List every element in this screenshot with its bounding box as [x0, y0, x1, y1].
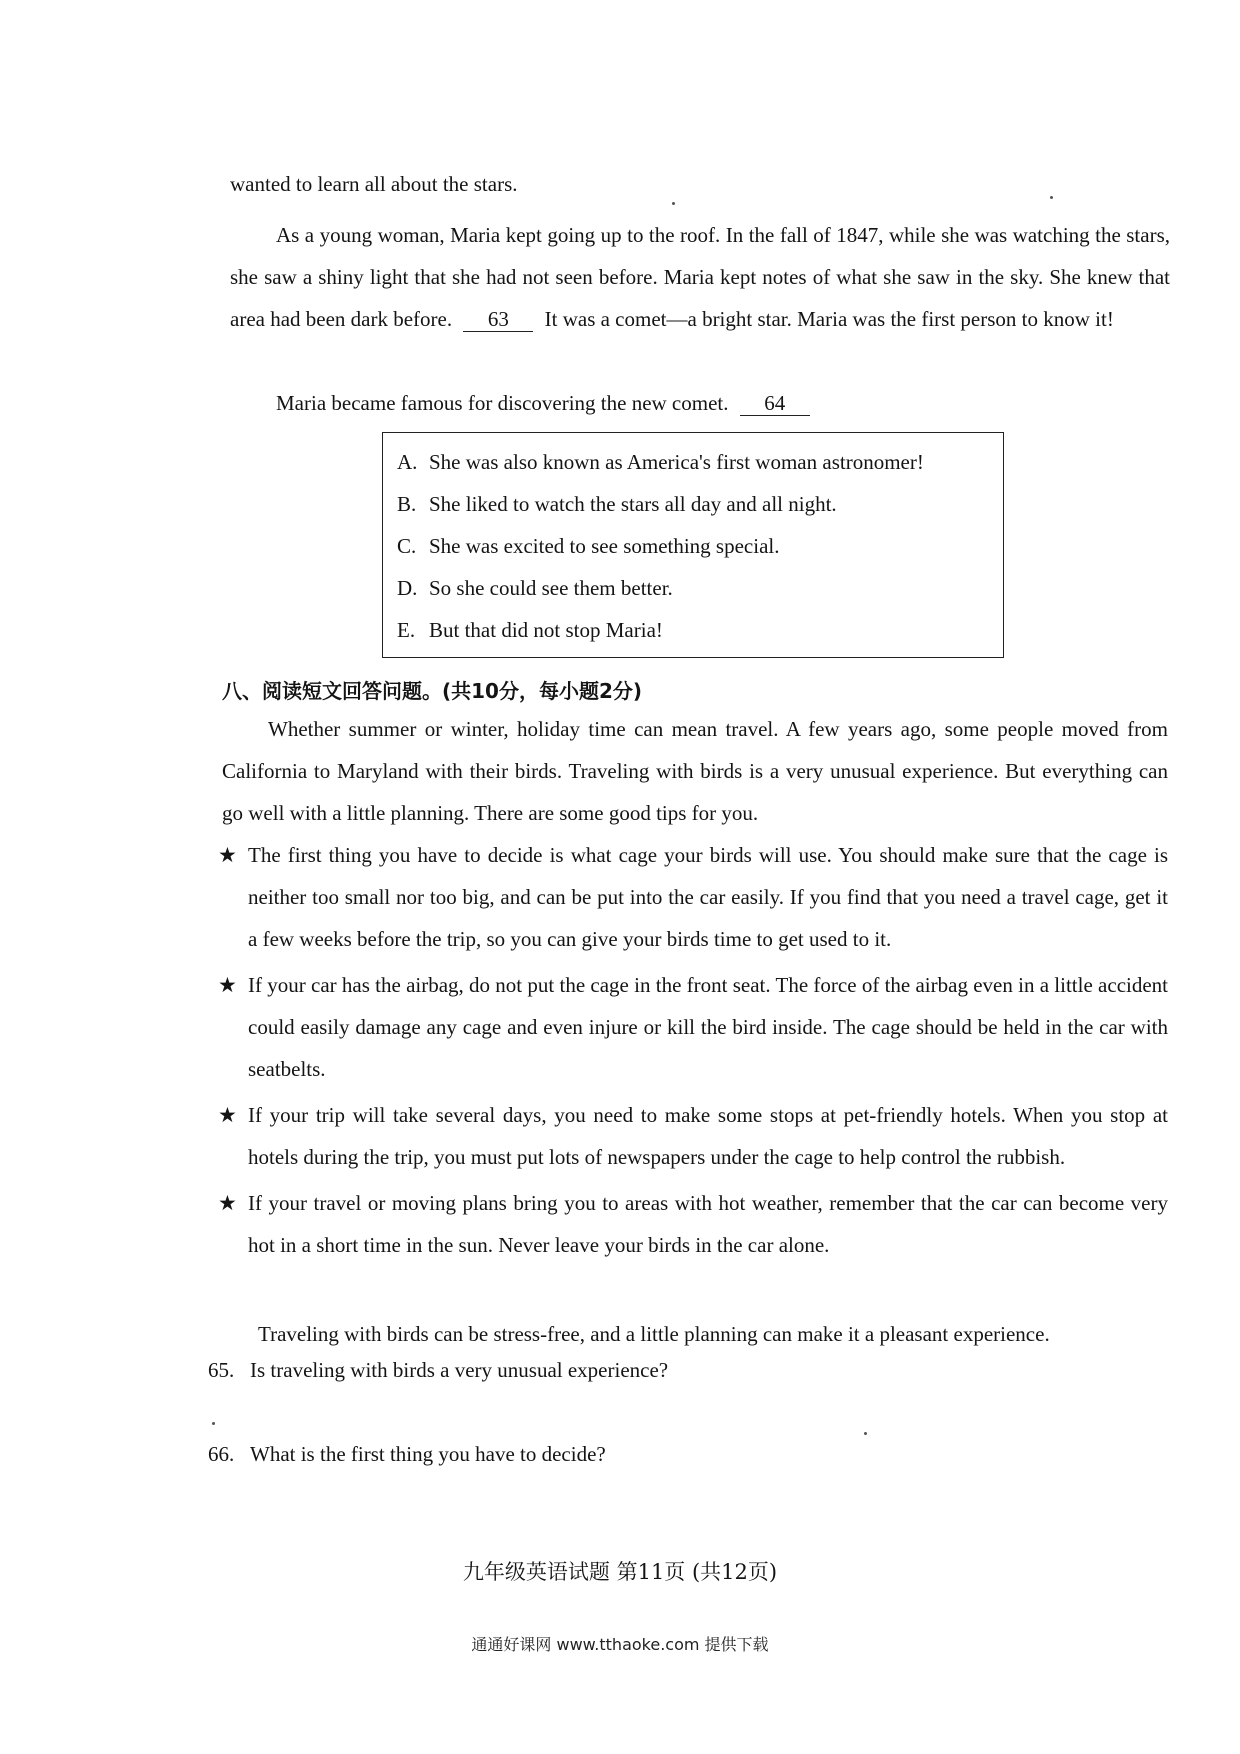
scan-speck [1050, 196, 1053, 199]
tip-item [218, 1094, 1168, 1178]
tip-text: If your travel or moving plans bring you to areas with hot weather, remember that the car can become very hot in a short time in the sun. Never leave your birds in the car alone. [248, 1191, 1168, 1257]
scan-speck [672, 202, 675, 205]
watermark-text: 通通好课网 www.tthaoke.com 提供下载 [471, 1635, 769, 1654]
tip-text: If your car has the airbag, do not put the cage in the front seat. The force of the airbag even in a little accident could easily damage any cage and even injure or kill the bird inside. The cage should be held in the car with seatbelts. [248, 973, 1168, 1081]
option-b [397, 483, 989, 525]
star-icon: ★ [218, 1103, 237, 1127]
blank-63[interactable]: 63 [463, 307, 533, 332]
paragraph-1-text: As a young woman, Maria kept going up to the roof. In the fall of 1847, while she was watching the stars, she saw a shiny light that she had not seen before. Maria kept notes of what she saw in the sky. She knew that area had been dark before. [230, 223, 1170, 331]
star-icon: ★ [218, 973, 237, 997]
option-c [397, 525, 989, 567]
question-number: 66. [208, 1442, 235, 1466]
section-8-title: 八、阅读短文回答问题。(共10分，每小题2分) [222, 679, 643, 703]
tip-item [218, 964, 1168, 1090]
tip-item [218, 1182, 1168, 1266]
reading-intro-text: Whether summer or winter, holiday time can mean travel. A few years ago, some people moved from California to Maryland with their birds. Traveling with birds is a very unusual experience. But everything can go well with a little planning. There are some good tips for you. [222, 717, 1168, 825]
question-text: Is traveling with birds a very unusual experience? [250, 1358, 669, 1382]
question-text: What is the first thing you have to decide? [250, 1442, 606, 1466]
tips-list [218, 834, 1168, 1270]
option-letter: D. [397, 576, 418, 600]
option-letter: E. [397, 618, 416, 642]
option-text: She liked to watch the stars all day and all night. [429, 492, 837, 516]
paragraph-2-text: Maria became famous for discovering the new comet. [276, 391, 729, 415]
tip-item [218, 834, 1168, 960]
option-text: So she could see them better. [429, 576, 673, 600]
option-text: She was also known as America's first woman astronomer! [429, 450, 924, 474]
reading-closing: Traveling with birds can be stress-free, and a little planning can make it a pleasant experience. [258, 1322, 1050, 1346]
option-letter: A. [397, 450, 418, 474]
scan-speck [864, 1432, 867, 1435]
reading-intro [222, 708, 1168, 834]
option-text: She was excited to see something special. [429, 534, 780, 558]
question-65 [208, 1356, 668, 1384]
star-icon: ★ [218, 843, 237, 867]
question-66 [208, 1440, 606, 1468]
passage-paragraph-2 [230, 382, 1170, 424]
option-e [397, 609, 989, 651]
option-a [397, 441, 989, 483]
passage-paragraph-1 [230, 214, 1170, 340]
option-letter: B. [397, 492, 417, 516]
tip-text: If your trip will take several days, you need to make some stops at pet-friendly hotels. When you stop at hotels during the trip, you must put lots of newspapers under the cage to help control the rubbish. [248, 1103, 1168, 1169]
passage-continuation-line: wanted to learn all about the stars. [230, 172, 518, 196]
option-letter: C. [397, 534, 417, 558]
blank-64[interactable]: 64 [740, 391, 810, 416]
scan-speck [212, 1422, 215, 1425]
option-text: But that did not stop Maria! [429, 618, 663, 642]
tip-text: The first thing you have to decide is what cage your birds will use. You should make sure that the cage is neither too small nor too big, and can be put into the car easily. If you find that you need a travel cage, get it a few weeks before the trip, so you can give your birds time to get used to it. [248, 843, 1168, 951]
question-number: 65. [208, 1358, 235, 1382]
options-box [382, 432, 1004, 658]
page-footer: 九年级英语试题 第11页 (共12页) [462, 1560, 778, 1584]
star-icon: ★ [218, 1191, 237, 1215]
paragraph-1-text-end: It was a comet—a bright star. Maria was the first person to know it! [544, 307, 1114, 331]
option-d [397, 567, 989, 609]
